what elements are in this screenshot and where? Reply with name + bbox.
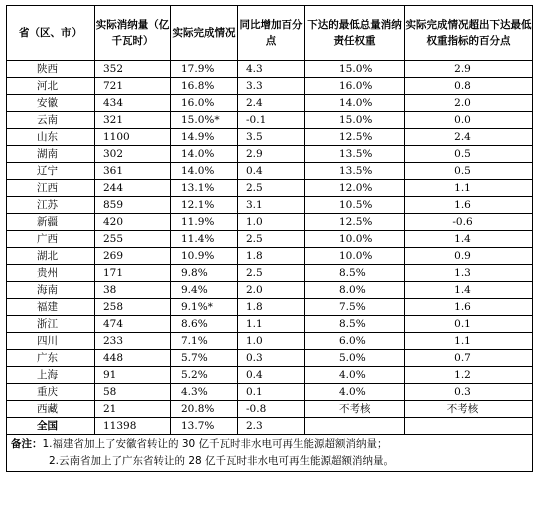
cell-consumption: 258 — [95, 299, 171, 316]
cell-completion: 9.1%* — [171, 299, 238, 316]
cell-consumption: 38 — [95, 282, 171, 299]
cell-province: 湖南 — [7, 146, 95, 163]
cell-consumption: 58 — [95, 384, 171, 401]
cell-exceed-points: 0.5 — [405, 163, 533, 180]
table-row — [7, 129, 533, 146]
cell-consumption: 420 — [95, 214, 171, 231]
total-exceed — [405, 418, 533, 435]
cell-yoy-increase: 1.0 — [238, 214, 305, 231]
cell-province: 海南 — [7, 282, 95, 299]
cell-province: 陕西 — [7, 61, 95, 78]
cell-consumption: 321 — [95, 112, 171, 129]
cell-completion: 8.6% — [171, 316, 238, 333]
cell-yoy-increase: 2.5 — [238, 265, 305, 282]
cell-completion: 14.0% — [171, 163, 238, 180]
cell-completion: 14.9% — [171, 129, 238, 146]
cell-exceed-points: 0.8 — [405, 78, 533, 95]
table-row — [7, 197, 533, 214]
cell-yoy-increase: 1.0 — [238, 333, 305, 350]
cell-exceed-points: 1.6 — [405, 299, 533, 316]
cell-exceed-points: 0.7 — [405, 350, 533, 367]
notes-row — [7, 435, 533, 472]
table-row — [7, 384, 533, 401]
cell-completion: 11.9% — [171, 214, 238, 231]
cell-consumption: 21 — [95, 401, 171, 418]
cell-province: 辽宁 — [7, 163, 95, 180]
cell-consumption: 434 — [95, 95, 171, 112]
total-row — [7, 418, 533, 435]
table-row — [7, 265, 533, 282]
cell-yoy-increase: 0.1 — [238, 384, 305, 401]
cell-exceed-points: -0.6 — [405, 214, 533, 231]
table-row — [7, 112, 533, 129]
cell-province: 江苏 — [7, 197, 95, 214]
cell-province: 河北 — [7, 78, 95, 95]
cell-yoy-increase: 2.4 — [238, 95, 305, 112]
cell-yoy-increase: 1.8 — [238, 248, 305, 265]
cell-min-weight: 10.0% — [305, 248, 405, 265]
cell-province: 云南 — [7, 112, 95, 129]
cell-min-weight: 8.5% — [305, 316, 405, 333]
cell-yoy-increase: 1.1 — [238, 316, 305, 333]
table-row — [7, 163, 533, 180]
cell-min-weight: 14.0% — [305, 95, 405, 112]
cell-consumption: 302 — [95, 146, 171, 163]
cell-exceed-points: 1.3 — [405, 265, 533, 282]
cell-consumption: 352 — [95, 61, 171, 78]
total-min-weight — [305, 418, 405, 435]
cell-consumption: 255 — [95, 231, 171, 248]
cell-completion: 16.0% — [171, 95, 238, 112]
notes-line-1: 1.福建省加上了安徽省转让的 30 亿千瓦时非水电可再生能源超额消纳量； — [42, 438, 388, 450]
table-row — [7, 316, 533, 333]
cell-yoy-increase: -0.8 — [238, 401, 305, 418]
cell-exceed-points: 1.4 — [405, 231, 533, 248]
total-yoy: 2.3 — [238, 418, 305, 435]
table-row — [7, 299, 533, 316]
table-row — [7, 61, 533, 78]
total-completion: 13.7% — [171, 418, 238, 435]
cell-min-weight: 不考核 — [305, 401, 405, 418]
cell-yoy-increase: -0.1 — [238, 112, 305, 129]
cell-completion: 16.8% — [171, 78, 238, 95]
cell-consumption: 244 — [95, 180, 171, 197]
cell-completion: 5.7% — [171, 350, 238, 367]
cell-yoy-increase: 0.4 — [238, 163, 305, 180]
total-label: 全国 — [7, 418, 95, 435]
cell-province: 福建 — [7, 299, 95, 316]
cell-min-weight: 4.0% — [305, 384, 405, 401]
cell-min-weight: 8.0% — [305, 282, 405, 299]
cell-completion: 14.0% — [171, 146, 238, 163]
cell-exceed-points: 0.5 — [405, 146, 533, 163]
total-consumption: 11398 — [95, 418, 171, 435]
cell-yoy-increase: 3.5 — [238, 129, 305, 146]
cell-province: 江西 — [7, 180, 95, 197]
cell-min-weight: 15.0% — [305, 61, 405, 78]
table-row — [7, 350, 533, 367]
notes-line-2: 2.云南省加上了广东省转让的 28 亿千瓦时非水电可再生能源超额消纳量。 — [49, 455, 395, 467]
table-row — [7, 367, 533, 384]
cell-exceed-points: 0.1 — [405, 316, 533, 333]
cell-min-weight: 10.5% — [305, 197, 405, 214]
cell-yoy-increase: 1.8 — [238, 299, 305, 316]
cell-min-weight: 7.5% — [305, 299, 405, 316]
cell-completion: 13.1% — [171, 180, 238, 197]
cell-exceed-points: 不考核 — [405, 401, 533, 418]
cell-completion: 9.8% — [171, 265, 238, 282]
header-province: 省（区、市） — [7, 6, 95, 61]
cell-min-weight: 4.0% — [305, 367, 405, 384]
table-row — [7, 78, 533, 95]
cell-province: 四川 — [7, 333, 95, 350]
cell-consumption: 474 — [95, 316, 171, 333]
cell-min-weight: 12.5% — [305, 129, 405, 146]
cell-yoy-increase: 0.4 — [238, 367, 305, 384]
cell-consumption: 233 — [95, 333, 171, 350]
table-row — [7, 248, 533, 265]
cell-province: 广西 — [7, 231, 95, 248]
cell-consumption: 171 — [95, 265, 171, 282]
cell-consumption: 269 — [95, 248, 171, 265]
cell-consumption: 361 — [95, 163, 171, 180]
cell-exceed-points: 1.1 — [405, 333, 533, 350]
cell-min-weight: 15.0% — [305, 112, 405, 129]
cell-min-weight: 16.0% — [305, 78, 405, 95]
cell-yoy-increase: 4.3 — [238, 61, 305, 78]
table-row — [7, 282, 533, 299]
cell-completion: 9.4% — [171, 282, 238, 299]
table-row — [7, 214, 533, 231]
cell-min-weight: 5.0% — [305, 350, 405, 367]
table-body — [7, 61, 533, 418]
cell-min-weight: 6.0% — [305, 333, 405, 350]
cell-exceed-points: 2.9 — [405, 61, 533, 78]
cell-yoy-increase: 2.5 — [238, 231, 305, 248]
table-row — [7, 333, 533, 350]
cell-province: 湖北 — [7, 248, 95, 265]
table-row — [7, 231, 533, 248]
cell-completion: 17.9% — [171, 61, 238, 78]
consumption-table-container — [6, 5, 532, 472]
notes-cell — [7, 435, 533, 472]
cell-consumption: 91 — [95, 367, 171, 384]
table-row — [7, 146, 533, 163]
header-exceed-points: 实际完成情况超出下达最低权重指标的百分点 — [405, 6, 533, 61]
cell-exceed-points: 2.4 — [405, 129, 533, 146]
cell-completion: 5.2% — [171, 367, 238, 384]
cell-yoy-increase: 2.5 — [238, 180, 305, 197]
cell-exceed-points: 1.1 — [405, 180, 533, 197]
cell-completion: 4.3% — [171, 384, 238, 401]
notes-label: 备注： — [11, 438, 43, 450]
cell-completion: 10.9% — [171, 248, 238, 265]
cell-yoy-increase: 2.0 — [238, 282, 305, 299]
cell-province: 上海 — [7, 367, 95, 384]
cell-completion: 20.8% — [171, 401, 238, 418]
cell-yoy-increase: 3.1 — [238, 197, 305, 214]
cell-consumption: 859 — [95, 197, 171, 214]
cell-province: 广东 — [7, 350, 95, 367]
cell-completion: 15.0%* — [171, 112, 238, 129]
cell-min-weight: 12.0% — [305, 180, 405, 197]
cell-min-weight: 13.5% — [305, 146, 405, 163]
cell-exceed-points: 0.3 — [405, 384, 533, 401]
cell-exceed-points: 0.9 — [405, 248, 533, 265]
table-row — [7, 95, 533, 112]
cell-province: 重庆 — [7, 384, 95, 401]
cell-yoy-increase: 0.3 — [238, 350, 305, 367]
cell-yoy-increase: 3.3 — [238, 78, 305, 95]
table-row — [7, 401, 533, 418]
consumption-table — [6, 5, 533, 472]
cell-consumption: 721 — [95, 78, 171, 95]
table-row — [7, 180, 533, 197]
cell-province: 山东 — [7, 129, 95, 146]
cell-exceed-points: 1.4 — [405, 282, 533, 299]
header-actual-consumption: 实际消纳量（亿千瓦时） — [95, 6, 171, 61]
cell-min-weight: 12.5% — [305, 214, 405, 231]
cell-province: 浙江 — [7, 316, 95, 333]
cell-min-weight: 8.5% — [305, 265, 405, 282]
cell-completion: 7.1% — [171, 333, 238, 350]
header-yoy-increase: 同比增加百分点 — [238, 6, 305, 61]
cell-yoy-increase: 2.9 — [238, 146, 305, 163]
cell-province: 新疆 — [7, 214, 95, 231]
cell-exceed-points: 0.0 — [405, 112, 533, 129]
cell-min-weight: 10.0% — [305, 231, 405, 248]
cell-consumption: 1100 — [95, 129, 171, 146]
cell-province: 安徽 — [7, 95, 95, 112]
cell-completion: 12.1% — [171, 197, 238, 214]
table-header-row — [7, 6, 533, 61]
header-min-weight: 下达的最低总量消纳责任权重 — [305, 6, 405, 61]
cell-min-weight: 13.5% — [305, 163, 405, 180]
cell-completion: 11.4% — [171, 231, 238, 248]
cell-province: 贵州 — [7, 265, 95, 282]
cell-exceed-points: 1.6 — [405, 197, 533, 214]
cell-consumption: 448 — [95, 350, 171, 367]
header-actual-completion: 实际完成情况 — [171, 6, 238, 61]
cell-province: 西藏 — [7, 401, 95, 418]
cell-exceed-points: 1.2 — [405, 367, 533, 384]
cell-exceed-points: 2.0 — [405, 95, 533, 112]
